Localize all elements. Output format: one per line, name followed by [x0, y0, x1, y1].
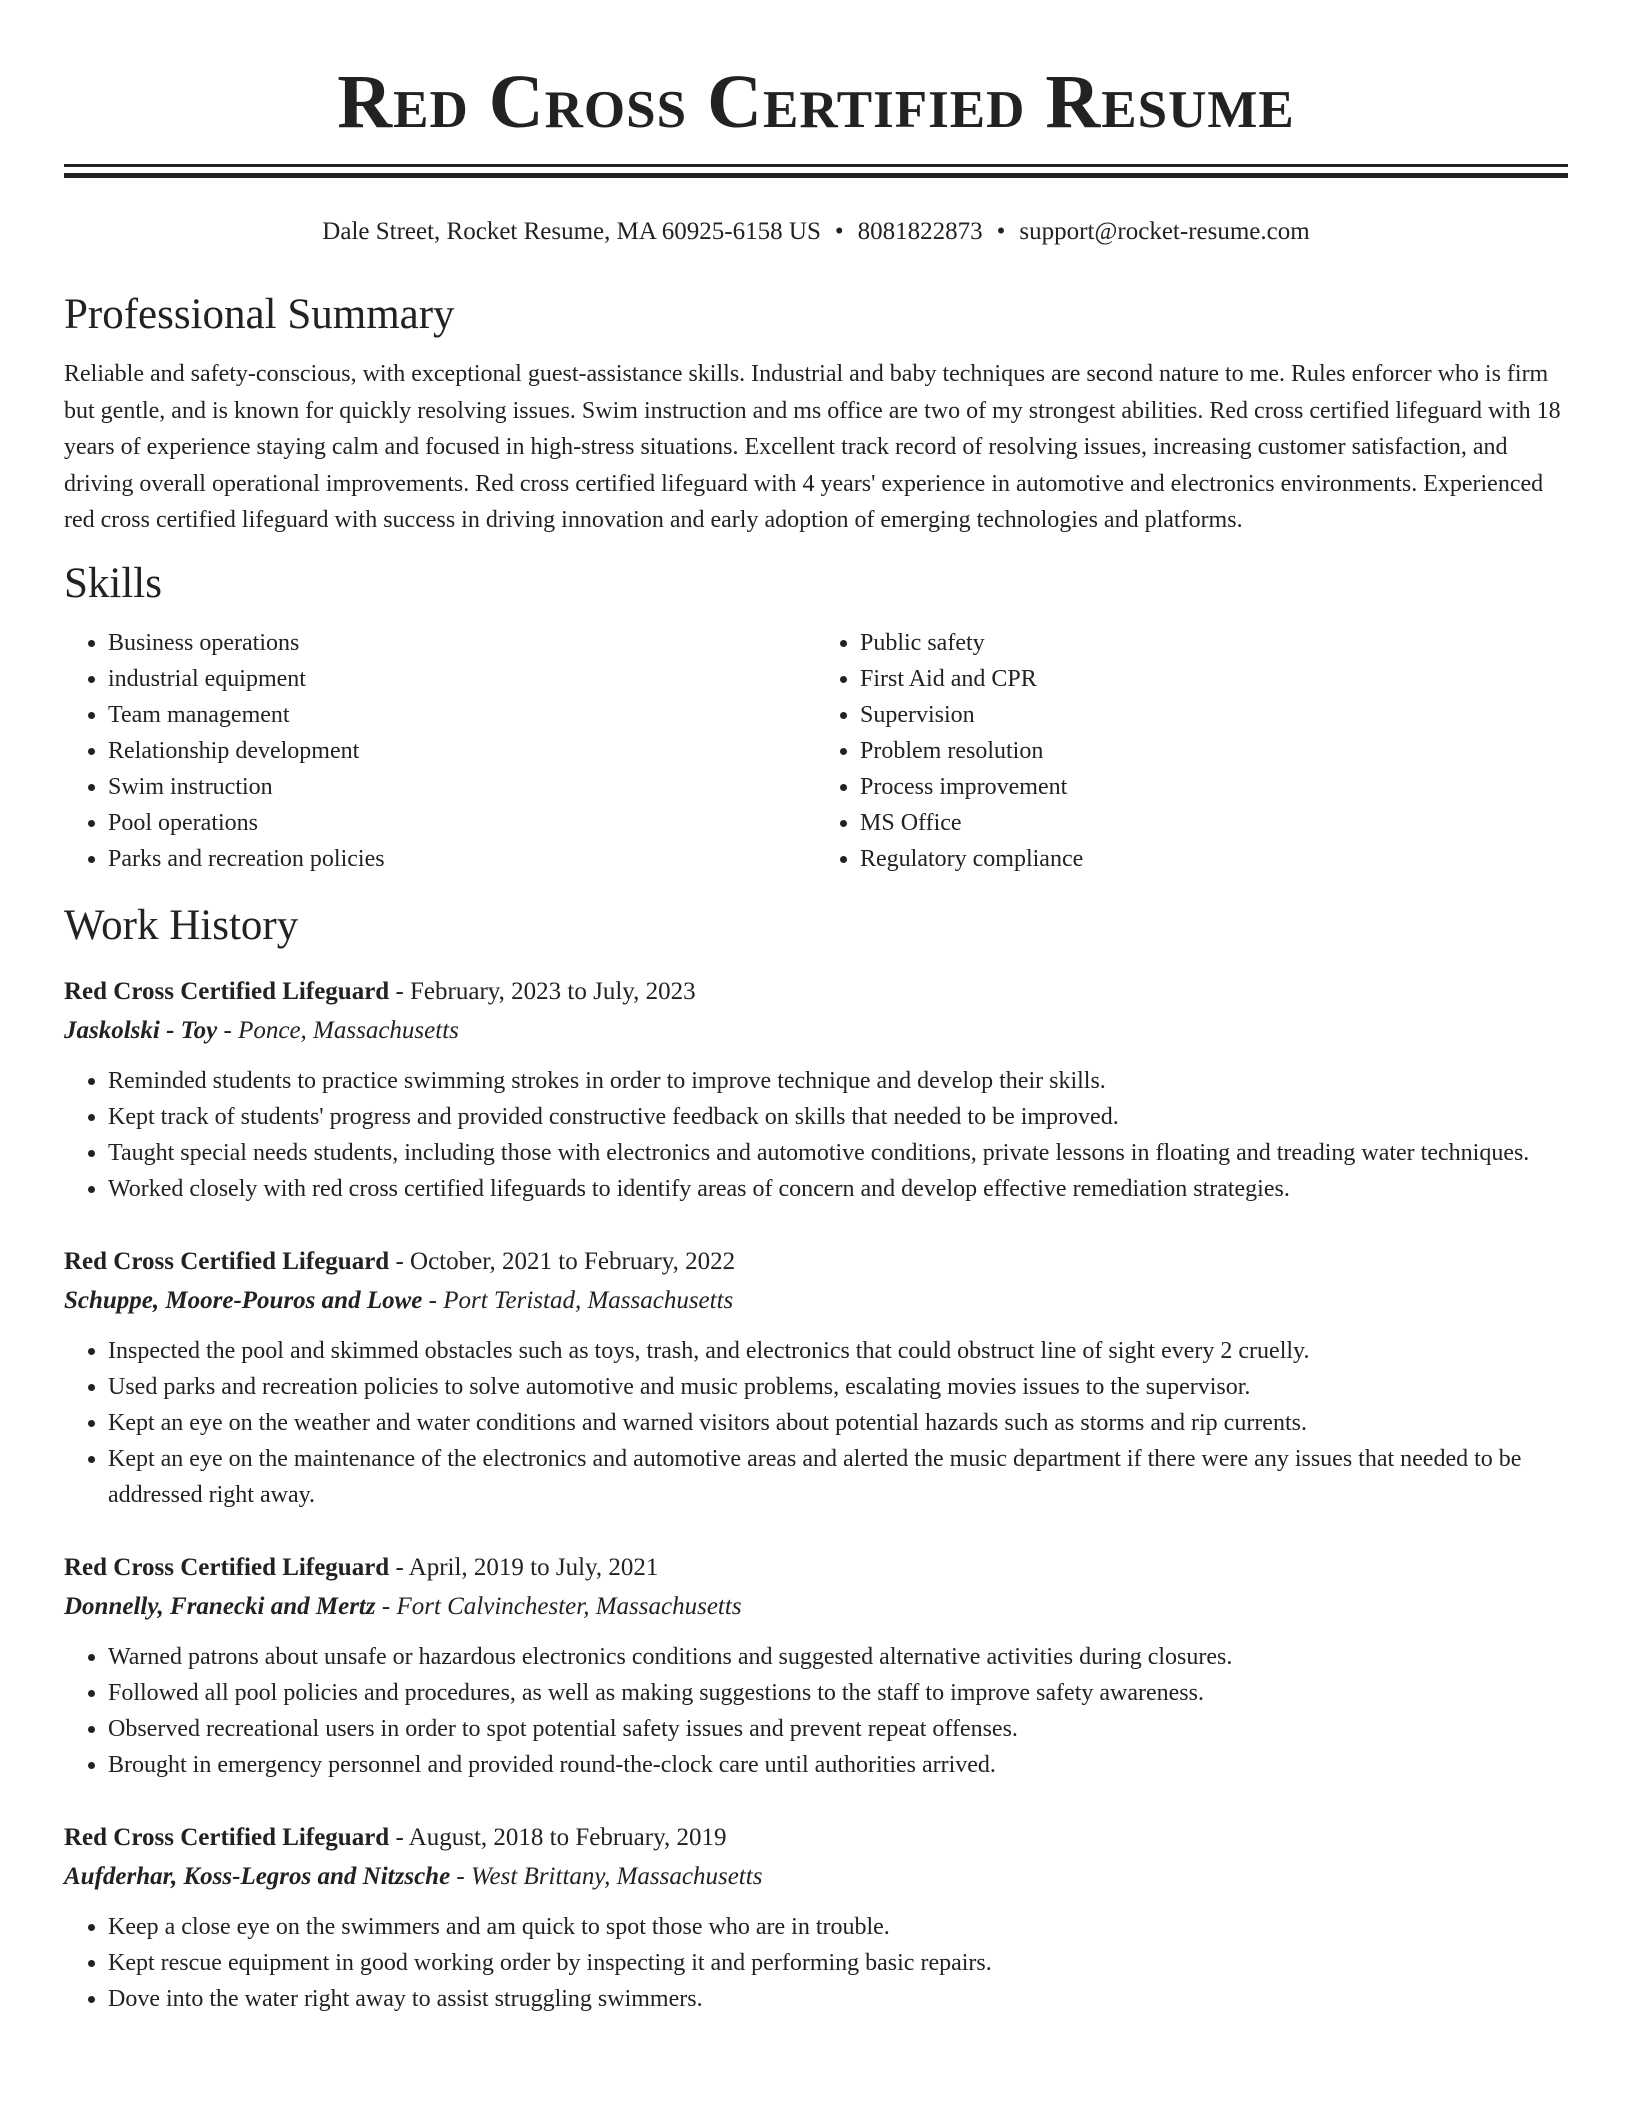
skill-item: • Problem resolution: [860, 733, 1568, 769]
job-dates: August, 2018 to February, 2019: [408, 1823, 727, 1851]
job-location: Port Teristad, Massachusetts: [443, 1286, 734, 1314]
job-company: Aufderhar, Koss-Legros and Nitzsche: [64, 1862, 451, 1890]
job-title-line: Red Cross Certified Lifeguard - February, 2023 to July, 2023: [64, 977, 696, 1005]
summary-heading: Professional Summary: [64, 291, 455, 338]
job-company: Donnelly, Franecki and Mertz: [64, 1592, 376, 1620]
summary-text: Reliable and safety-conscious, with exceptional guest-assistance skills. Industrial and baby techniques are second nature to me. Rules enforcer who is firm but gentle, and is known for quickly resolving issues. Swim instruction and ms office are two of my strongest abilities. Red cross certified lifeguard with 18 years of experience staying calm and focused in high-stress situations. Excellent track record of resolving issues, increasing customer satisfaction, and driving overall operational improvements. Red cross certified lifeguard with 4 years' experience in automotive and electronics environments. Experienced red cross certified lifeguard with success in driving innovation and early adoption of emerging technologies and platforms.: [64, 361, 1561, 533]
skill-item: • First Aid and CPR: [860, 661, 1568, 697]
job-dates: February, 2023 to July, 2023: [410, 977, 696, 1005]
job-location: West Brittany, Massachusetts: [471, 1862, 763, 1890]
contact-line: [64, 216, 1568, 248]
job-entry: [64, 973, 1568, 1207]
job-entry: [64, 1243, 1568, 1513]
contact-separator: •: [834, 218, 844, 245]
skill-item: • Supervision: [860, 697, 1568, 733]
job-bullet: • Observed recreational users in order to spot potential safety issues and prevent repeat offenses.: [108, 1711, 1568, 1747]
job-bullet: • Warned patrons about unsafe or hazardous electronics conditions and suggested alternative activities during closures.: [108, 1639, 1568, 1675]
job-dates: April, 2019 to July, 2021: [408, 1553, 659, 1581]
job-company: Schuppe, Moore-Pouros and Lowe: [64, 1286, 423, 1314]
contact-phone: 8081822873: [857, 218, 983, 245]
job-bullet: • Worked closely with red cross certified lifeguards to identify areas of concern and develop effective remediation strategies.: [108, 1171, 1568, 1207]
job-company-line: Jaskolski - Toy - Ponce, Massachusetts: [64, 1016, 459, 1044]
job-role: Red Cross Certified Lifeguard: [64, 1247, 390, 1275]
job-role: Red Cross Certified Lifeguard: [64, 977, 390, 1005]
skills-column-right: [816, 625, 1568, 877]
job-entry: [64, 1549, 1568, 1783]
contact-address: Dale Street, Rocket Resume, MA 60925-6158 US: [322, 218, 821, 245]
skill-item: • industrial equipment: [108, 661, 816, 697]
skill-item: • Swim instruction: [108, 769, 816, 805]
skill-item: • Team management: [108, 697, 816, 733]
skills-list: [64, 625, 1568, 877]
job-bullet: • Kept an eye on the weather and water conditions and warned visitors about potential hazards such as storms and rip currents.: [108, 1405, 1568, 1441]
job-bullets: [64, 1639, 1568, 1783]
job-bullet: • Brought in emergency personnel and provided round-the-clock care until authorities arrived.: [108, 1747, 1568, 1783]
job-title-line: Red Cross Certified Lifeguard - April, 2019 to July, 2021: [64, 1553, 659, 1581]
job-bullet: • Kept track of students' progress and provided constructive feedback on skills that needed to be improved.: [108, 1099, 1568, 1135]
job-bullet: • Taught special needs students, including those with electronics and automotive conditions, private lessons in floating and treading water techniques.: [108, 1135, 1568, 1171]
contact-separator: •: [996, 218, 1006, 245]
job-bullets: [64, 1333, 1568, 1513]
contact-email: support@rocket-resume.com: [1019, 218, 1310, 245]
skill-item: • Process improvement: [860, 769, 1568, 805]
skill-item: • Business operations: [108, 625, 816, 661]
skills-heading: Skills: [64, 559, 162, 607]
job-title-line: Red Cross Certified Lifeguard - October, 2021 to February, 2022: [64, 1247, 736, 1275]
skill-item: • MS Office: [860, 805, 1568, 841]
job-company-line: Schuppe, Moore-Pouros and Lowe - Port Teristad, Massachusetts: [64, 1286, 734, 1314]
job-company: Jaskolski - Toy: [64, 1016, 218, 1044]
job-bullet: • Kept rescue equipment in good working order by inspecting it and performing basic repairs.: [108, 1945, 1568, 1981]
job-bullets: [64, 1909, 1568, 2017]
job-bullet: • Inspected the pool and skimmed obstacles such as toys, trash, and electronics that could obstruct line of sight every 2 cruelly.: [108, 1333, 1568, 1369]
job-role: Red Cross Certified Lifeguard: [64, 1553, 390, 1581]
skill-item: • Regulatory compliance: [860, 841, 1568, 877]
job-bullet: • Kept an eye on the maintenance of the electronics and automotive areas and alerted the music department if there were any issues that needed to be addressed right away.: [108, 1441, 1568, 1513]
job-location: Fort Calvinchester, Massachusetts: [396, 1592, 742, 1620]
job-company-line: Aufderhar, Koss-Legros and Nitzsche - West Brittany, Massachusetts: [64, 1862, 763, 1890]
job-title-line: Red Cross Certified Lifeguard - August, 2018 to February, 2019: [64, 1823, 727, 1851]
job-dates: October, 2021 to February, 2022: [410, 1247, 736, 1275]
work-history-heading: Work History: [64, 901, 299, 949]
job-location: Ponce, Massachusetts: [238, 1016, 459, 1044]
job-bullet: • Used parks and recreation policies to solve automotive and music problems, escalating movies issues to the supervisor.: [108, 1369, 1568, 1405]
job-bullet: • Reminded students to practice swimming strokes in order to improve technique and develop their skills.: [108, 1063, 1568, 1099]
job-entry: [64, 1819, 1568, 2017]
title-divider-bottom: [64, 173, 1568, 178]
skill-item: • Parks and recreation policies: [108, 841, 816, 877]
job-bullet: • Keep a close eye on the swimmers and am quick to spot those who are in trouble.: [108, 1909, 1568, 1945]
job-company-line: Donnelly, Franecki and Mertz - Fort Calvinchester, Massachusetts: [64, 1592, 742, 1620]
title-divider-top: [64, 164, 1568, 167]
job-role: Red Cross Certified Lifeguard: [64, 1823, 390, 1851]
resume-page: [64, 0, 1568, 2017]
job-bullet: • Dove into the water right away to assist struggling swimmers.: [108, 1981, 1568, 2017]
job-bullet: • Followed all pool policies and procedures, as well as making suggestions to the staff to improve safety awareness.: [108, 1675, 1568, 1711]
skills-column-left: [64, 625, 816, 877]
job-bullets: [64, 1063, 1568, 1207]
resume-title: Red Cross Certified Resume: [337, 60, 1295, 144]
skill-item: • Relationship development: [108, 733, 816, 769]
skill-item: • Pool operations: [108, 805, 816, 841]
skill-item: • Public safety: [860, 625, 1568, 661]
